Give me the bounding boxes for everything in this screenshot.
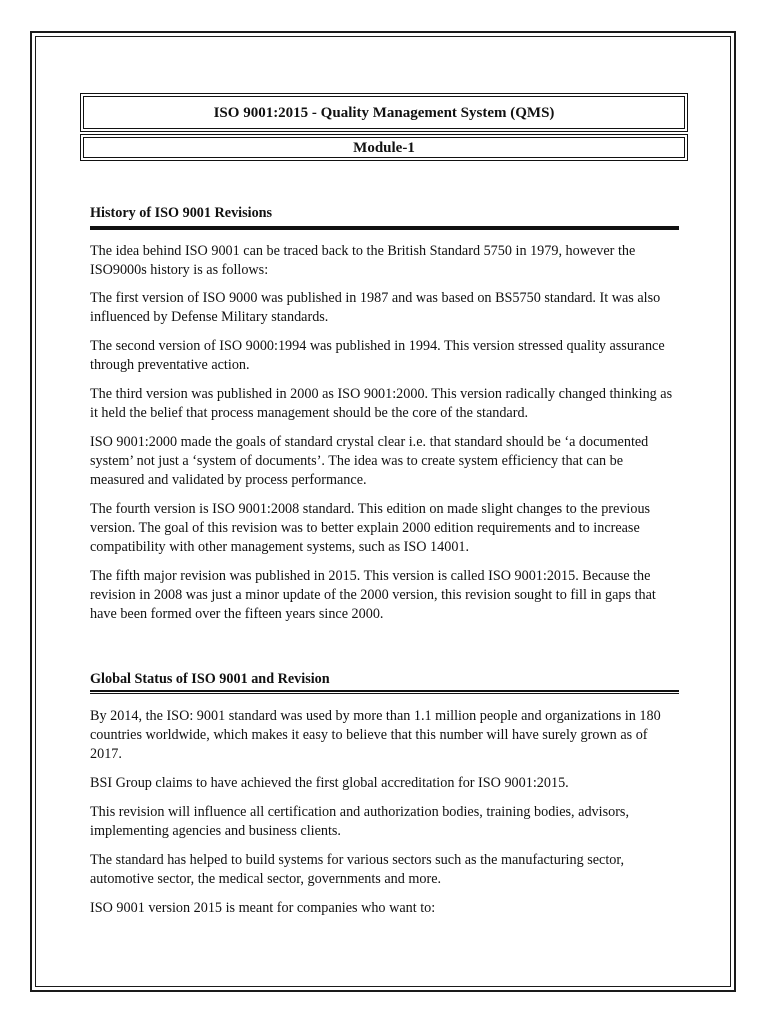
document-title: ISO 9001:2015 - Quality Management System (QMS): [213, 105, 555, 121]
paragraph: The first version of ISO 9000 was published in 1987 and was based on BS5750 standard. It was also influenced by Defense Military standards.: [90, 290, 661, 325]
section-global-status-body: [90, 707, 680, 918]
module-title-box: [80, 134, 688, 161]
section-heading-history: History of ISO 9001 Revisions: [90, 205, 273, 221]
paragraph: The fifth major revision was published in 2015. This version is called ISO 9001:2015. Because the revision in 2008 was just a minor update of the 2000 version, this revision sought to fill in gaps that have been formed over the fifteen years since 2000.: [90, 568, 656, 622]
paragraph: The idea behind ISO 9001 can be traced back to the British Standard 5750 in 1979, however the ISO9000s history is as follows:: [90, 243, 636, 278]
section-heading-global-status: Global Status of ISO 9001 and Revision: [90, 671, 330, 687]
paragraph: The fourth version is ISO 9001:2008 standard. This edition on made slight changes to the previous version. The goal of this revision was to better explain 2000 edition requirements and to increase compatibility with other management systems, such as ISO 14001.: [90, 501, 651, 555]
section-rule-global-status: [90, 690, 679, 694]
document-title-box: [80, 93, 688, 132]
paragraph: The third version was published in 2000 as ISO 9001:2000. This version radically changed thinking as it held the belief that process management should be the core of the standard.: [90, 386, 673, 421]
paragraph: ISO 9001 version 2015 is meant for companies who want to:: [90, 900, 436, 916]
paragraph: ISO 9001:2000 made the goals of standard crystal clear i.e. that standard should be ‘a documented system’ not just a ‘system of documents’. The idea was to create system efficiency that can be measured and validated by process performance.: [90, 434, 649, 488]
paragraph: By 2014, the ISO: 9001 standard was used by more than 1.1 million people and organizations in 180 countries worldwide, which makes it easy to believe that this number will have surely grown as of 2017.: [90, 708, 661, 762]
paragraph: This revision will influence all certification and authorization bodies, training bodies, advisors, implementing agencies and business clients.: [90, 804, 629, 839]
paragraph: BSI Group claims to have achieved the first global accreditation for ISO 9001:2015.: [90, 775, 569, 791]
section-rule-history: [90, 226, 679, 230]
paragraph: The standard has helped to build systems for various sectors such as the manufacturing sector, automotive sector, the medical sector, governments and more.: [90, 852, 625, 887]
module-title: Module-1: [353, 140, 415, 156]
paragraph: The second version of ISO 9000:1994 was published in 1994. This version stressed quality assurance through preventative action.: [90, 338, 665, 373]
section-history-body: [90, 242, 680, 624]
